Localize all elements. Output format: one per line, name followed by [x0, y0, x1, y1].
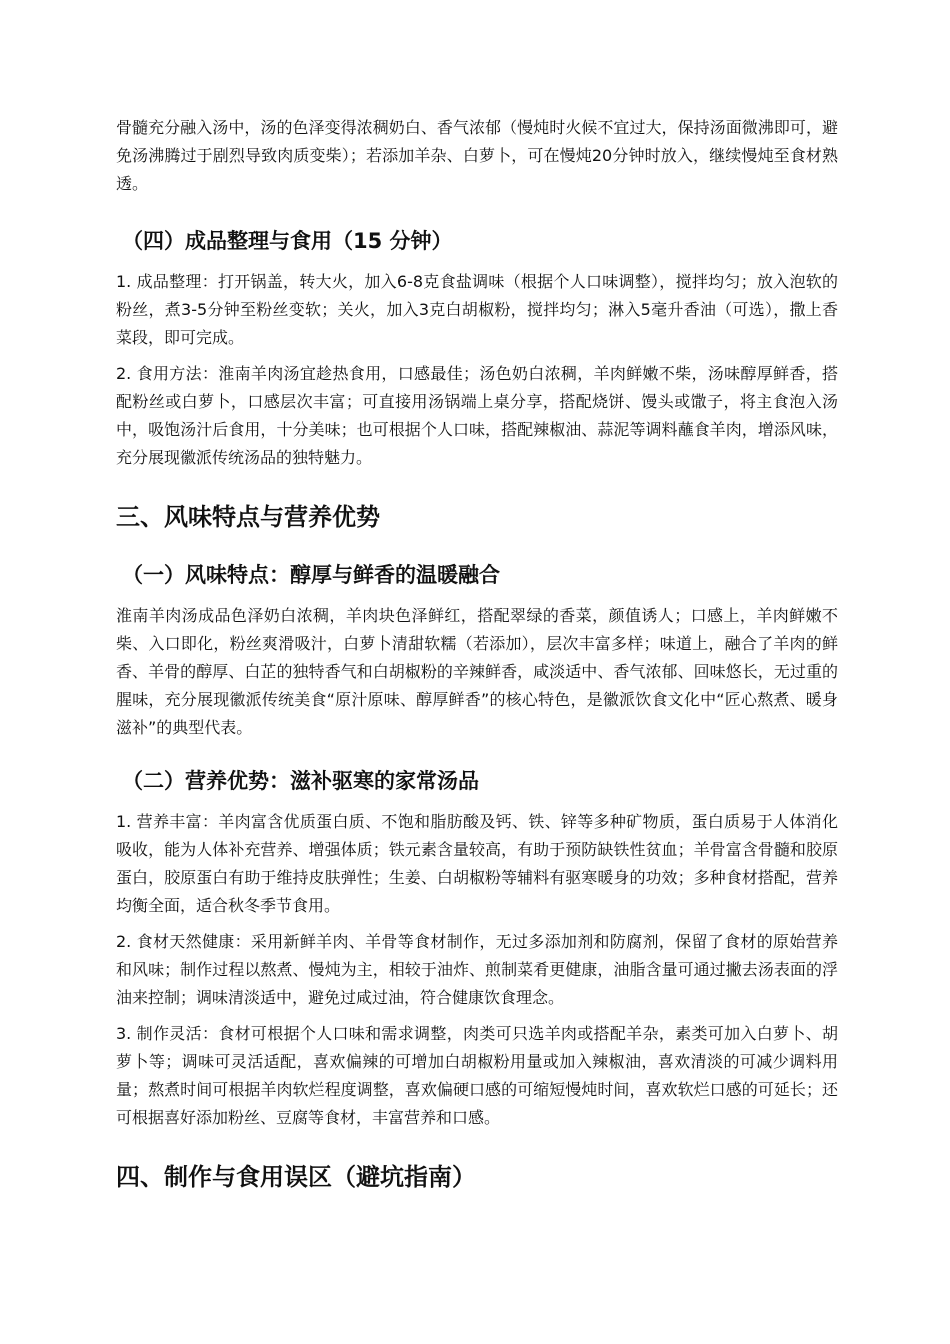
part-3-sub-1-text: 淮南羊肉汤成品色泽奶白浓稠，羊肉块色泽鲜红，搭配翠绿的香菜，颜值诱人；口感上，羊肉鲜嫩不柴、入口即化，粉丝爽滑吸汁，白萝卜清甜软糯（若添加），层次丰富多样；味道上，融合了羊肉的鲜香、羊骨的醇厚、白芷的独特香气和白胡椒粉的辛辣鲜香，咸淡适中、香气浓郁、回味悠长，无过重的腥味，充分展现徽派传统美食“原汁原味、醇厚鲜香”的核心特色，是徽派饮食文化中“匠心熬煮、暖身滋补”的典型代表。: [116, 606, 838, 737]
section-4-heading: （四）成品整理与食用（15 分钟）: [122, 229, 453, 253]
document-page: [116, 114, 838, 1194]
part-3-sub-1-heading: （一）风味特点：醇厚与鲜香的温暖融合: [122, 563, 500, 587]
section-4-item-2: 2. 食用方法：淮南羊肉汤宜趁热食用，口感最佳；汤色奶白浓稠，羊肉鲜嫩不柴，汤味醇厚鲜香，搭配粉丝或白萝卜，口感层次丰富；可直接用汤锅端上桌分享，搭配烧饼、馒头或馓子，将主食泡入汤中，吸饱汤汁后食用，十分美味；也可根据个人口味，搭配辣椒油、蒜泥等调料蘸食羊肉，增添风味，充分展现徽派传统汤品的独特魅力。: [116, 364, 838, 467]
section-4-item-1: 1. 成品整理：打开锅盖，转大火，加入6-8克食盐调味（根据个人口味调整），搅拌均匀；放入泡软的粉丝，煮3-5分钟至粉丝变软；关火，加入3克白胡椒粉，搅拌均匀；淋入5毫升香油（可选），撒上香菜段，即可完成。: [116, 272, 838, 347]
part-3-sub-2-item-1: 1. 营养丰富：羊肉富含优质蛋白质、不饱和脂肪酸及钙、铁、锌等多种矿物质，蛋白质易于人体消化吸收，能为人体补充营养、增强体质；铁元素含量较高，有助于预防缺铁性贫血；羊骨富含骨髓和胶原蛋白，胶原蛋白有助于维持皮肤弹性；生姜、白胡椒粉等辅料有驱寒暖身的功效；多种食材搭配，营养均衡全面，适合秋冬季节食用。: [116, 812, 838, 915]
part-4-heading: 四、制作与食用误区（避坑指南）: [116, 1163, 476, 1191]
part-3-sub-2-item-3: 3. 制作灵活：食材可根据个人口味和需求调整，肉类可只选羊肉或搭配羊杂，素类可加入白萝卜、胡萝卜等；调味可灵活适配，喜欢偏辣的可增加白胡椒粉用量或加入辣椒油，喜欢清淡的可减少调料用量；熬煮时间可根据羊肉软烂程度调整，喜欢偏硬口感的可缩短慢炖时间，喜欢软烂口感的可延长；还可根据喜好添加粉丝、豆腐等食材，丰富营养和口感。: [116, 1024, 838, 1127]
part-3-sub-2-heading: （二）营养优势：滋补驱寒的家常汤品: [122, 769, 479, 793]
part-3-sub-2-item-2: 2. 食材天然健康：采用新鲜羊肉、羊骨等食材制作，无过多添加剂和防腐剂，保留了食材的原始营养和风味；制作过程以熬煮、慢炖为主，相较于油炸、煎制菜肴更健康，油脂含量可通过撇去汤表面的浮油来控制；调味清淡适中，避免过咸过油，符合健康饮食理念。: [116, 932, 838, 1007]
intro-paragraph: 骨髓充分融入汤中，汤的色泽变得浓稠奶白、香气浓郁（慢炖时火候不宜过大，保持汤面微沸即可，避免汤沸腾过于剧烈导致肉质变柴）；若添加羊杂、白萝卜，可在慢炖20分钟时放入，继续慢炖至食材熟透。: [116, 118, 838, 193]
part-3-heading: 三、风味特点与营养优势: [116, 503, 380, 531]
